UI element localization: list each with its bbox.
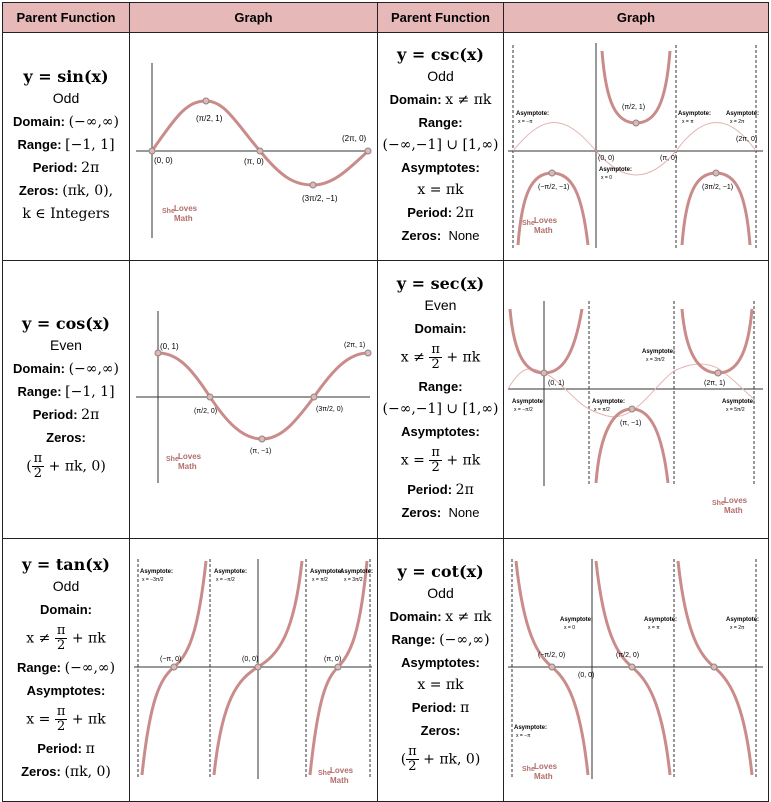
cot-parity: Odd xyxy=(427,584,454,601)
cos-domain: (−∞,∞) xyxy=(68,360,120,377)
sec-asym-value-2: x = π/2 xyxy=(594,407,610,413)
csc-graph xyxy=(504,33,767,255)
tan-asym-word-3: Asymptote: xyxy=(310,569,344,575)
csc-zeros-label: Zeros: xyxy=(401,228,442,243)
sin-domain-label: Domain: xyxy=(12,113,65,129)
tan-point xyxy=(335,664,341,670)
tan-graph-cell xyxy=(130,539,378,802)
watermark-loves: Loves xyxy=(178,452,202,461)
sec-point xyxy=(541,370,547,376)
cot-function-name: y = cot(x) xyxy=(397,561,484,581)
cot-info xyxy=(378,539,504,802)
csc-domain: x ≠ πk xyxy=(445,92,492,108)
csc-curve-up xyxy=(602,51,670,123)
watermark-math: Math xyxy=(178,462,197,471)
cos-zeros: ( $\frac{\pi}{2}$ + πk, 0) xyxy=(26,450,106,481)
cot-asymptotes: x = πk xyxy=(417,676,464,693)
header-parent-function-2: Parent Function xyxy=(378,3,504,33)
csc-point xyxy=(549,170,555,176)
tan-domain-label: Domain: xyxy=(40,602,92,617)
header-graph-2: Graph xyxy=(504,3,769,33)
sin-range: [−1, 1] xyxy=(65,136,115,153)
sec-asym-value-1: x = −π/2 xyxy=(514,407,533,413)
sec-info xyxy=(378,261,504,539)
tan-period-label: Period: xyxy=(37,741,82,756)
tan-asym-value-4: x = 3π/2 xyxy=(344,577,363,583)
cos-period: 2π xyxy=(81,406,100,423)
sin-label-4: (2π, 0) xyxy=(342,134,367,143)
tan-period: π xyxy=(85,741,95,757)
tan-label-0: (−π, 0) xyxy=(160,656,182,663)
tan-asym-value-3: x = π/2 xyxy=(312,577,328,583)
csc-watermark xyxy=(522,216,558,235)
csc-label-pi: (π, 0) xyxy=(660,155,678,162)
csc-function-name: y = csc(x) xyxy=(396,45,484,64)
watermark-loves: Loves xyxy=(534,216,558,225)
cot-asym-word-1: Asymptote: xyxy=(514,725,548,731)
csc-domain-label: Domain: xyxy=(389,92,442,107)
tan-zeros-label: Zeros: xyxy=(21,764,61,779)
csc-label-max: (π/2, 1) xyxy=(622,104,646,111)
tan-graph xyxy=(130,539,376,796)
cot-graph-cell xyxy=(504,539,769,802)
sec-asym-word-2: Asymptote: xyxy=(592,399,626,405)
sec-period: 2π xyxy=(455,482,474,498)
sec-range-label: Range: xyxy=(418,379,463,394)
tan-asymptotes-label: Asymptotes: xyxy=(26,683,106,698)
sin-point xyxy=(365,148,371,154)
watermark-math: Math xyxy=(534,772,553,781)
cot-period-label: Period: xyxy=(411,699,457,715)
sin-period-label: Period: xyxy=(32,159,78,175)
sec-watermark xyxy=(712,496,748,515)
watermark-she: She xyxy=(318,770,331,777)
cos-range-label: Range: xyxy=(17,383,62,399)
sec-curve-up-2 xyxy=(682,309,752,373)
cos-graph xyxy=(130,261,376,533)
csc-range-label: Range: xyxy=(418,115,463,130)
cot-point xyxy=(549,664,555,670)
cot-domain: x ≠ πk xyxy=(445,608,492,625)
sec-asym-word-4: Asymptote: xyxy=(722,399,756,405)
tan-parity: Odd xyxy=(52,578,80,594)
sec-point xyxy=(715,370,721,376)
sin-point xyxy=(149,148,155,154)
csc-period: 2π xyxy=(455,205,474,221)
sin-range-label: Range: xyxy=(17,136,62,152)
cos-zeros-label: Zeros: xyxy=(46,429,86,445)
sin-label-3: (3π/2, −1) xyxy=(302,194,338,203)
sec-graph-cell xyxy=(504,261,769,539)
watermark-math: Math xyxy=(724,506,743,515)
row-tan-cot xyxy=(3,539,769,802)
cos-domain-label: Domain: xyxy=(12,360,65,376)
sin-info xyxy=(3,33,130,261)
sec-asymptotes-label: Asymptotes: xyxy=(401,424,480,439)
csc-label-origin: (0, 0) xyxy=(598,155,615,162)
tan-label-2: (π, 0) xyxy=(324,656,342,663)
cot-asym-value-3: x = π xyxy=(648,625,660,631)
sin-point xyxy=(203,98,209,104)
csc-info xyxy=(378,33,504,261)
sec-asym-value-4: x = 5π/2 xyxy=(726,407,745,413)
sin-label-2: (π, 0) xyxy=(244,157,264,166)
sec-zeros-label: Zeros: xyxy=(401,505,442,520)
csc-asym-value-2: x = 0 xyxy=(601,175,612,181)
csc-point xyxy=(633,120,639,126)
parent-functions-table xyxy=(2,2,769,802)
sin-zeros-label: Zeros: xyxy=(18,182,59,198)
sin-point xyxy=(257,148,263,154)
csc-sine-guide xyxy=(513,123,756,176)
cos-point xyxy=(207,394,213,400)
watermark-math: Math xyxy=(330,776,349,785)
cos-curve xyxy=(158,353,368,439)
cos-graph-cell xyxy=(130,261,378,539)
csc-zeros: None xyxy=(448,228,480,243)
header-row xyxy=(3,3,769,33)
cot-asym-value-1: x = −π xyxy=(516,733,531,739)
sec-label-1: (π, −1) xyxy=(620,420,642,427)
watermark-she: She xyxy=(712,500,725,507)
sec-domain-label: Domain: xyxy=(414,321,467,336)
csc-asymptotes-label: Asymptotes: xyxy=(401,160,480,175)
cos-point xyxy=(259,436,265,442)
cot-asym-word-2: Asymptote: xyxy=(560,617,594,623)
cot-asym-word-4: Asymptote: xyxy=(726,617,760,623)
sin-period: 2π xyxy=(81,159,100,176)
watermark-she: She xyxy=(162,208,175,215)
cos-range: [−1, 1] xyxy=(65,383,115,400)
csc-asym-value-3: x = π xyxy=(682,119,694,125)
cot-graph xyxy=(504,539,767,796)
sec-range: (−∞,−1] ∪ [1,∞) xyxy=(382,401,499,417)
sin-label-0: (0, 0) xyxy=(154,156,173,165)
tan-range-label: Range: xyxy=(16,660,61,675)
watermark-she: She xyxy=(522,766,535,773)
cos-watermark xyxy=(166,452,202,471)
cot-zeros: ( $\frac{\pi}{2}$ + πk, 0) xyxy=(400,743,481,774)
watermark-loves: Loves xyxy=(724,496,748,505)
sec-asym-value-3: x = 3π/2 xyxy=(646,357,665,363)
watermark-loves: Loves xyxy=(330,766,354,775)
csc-asym-value-4: x = 2π xyxy=(730,119,745,125)
watermark-she: She xyxy=(522,220,535,227)
cos-function-name: y = cos(x) xyxy=(22,313,110,333)
tan-function-name: y = tan(x) xyxy=(22,555,110,574)
cot-zeros-label: Zeros: xyxy=(420,722,461,738)
csc-asym-word-1: Asymptote: xyxy=(516,111,550,117)
cot-point xyxy=(629,664,635,670)
tan-zeros: (πk, 0) xyxy=(64,764,111,780)
sec-label-2: (2π, 1) xyxy=(704,380,726,387)
sin-domain: (−∞,∞) xyxy=(68,113,120,130)
csc-asymptotes: x = πk xyxy=(417,182,464,198)
header-parent-function-1: Parent Function xyxy=(3,3,130,33)
sec-parity: Even xyxy=(424,297,457,313)
watermark-loves: Loves xyxy=(174,204,198,213)
sec-period-label: Period: xyxy=(407,482,453,497)
cot-label-1: (0, 0) xyxy=(578,672,595,679)
watermark-math: Math xyxy=(174,214,193,223)
watermark-she: She xyxy=(166,456,179,463)
csc-parity: Odd xyxy=(427,68,454,84)
csc-label-min-2: (3π/2, −1) xyxy=(702,184,734,191)
cos-info xyxy=(3,261,130,539)
cot-period: π xyxy=(460,699,470,716)
csc-label-min-1: (−π/2, −1) xyxy=(538,184,570,191)
tan-watermark xyxy=(318,766,354,785)
sin-function-name: y = sin(x) xyxy=(23,66,109,86)
sin-graph xyxy=(130,33,376,255)
cot-range-label: Range: xyxy=(391,631,436,647)
csc-period-label: Period: xyxy=(407,205,453,220)
sin-curve xyxy=(152,101,368,185)
cot-asym-value-4: x = 2π xyxy=(730,625,745,631)
cot-point xyxy=(711,664,717,670)
tan-asym-word-2: Asymptote: xyxy=(214,569,248,575)
tan-domain: x ≠ $\frac{\pi}{2}$ + πk xyxy=(26,623,106,653)
sin-parity: Odd xyxy=(52,89,80,106)
sec-graph xyxy=(504,261,767,533)
header-graph-1: Graph xyxy=(130,3,378,33)
sec-domain: x ≠ $\frac{\pi}{2}$ + πk xyxy=(400,342,481,372)
sin-zeros: (πk, 0), xyxy=(62,182,114,199)
tan-label-1: (0, 0) xyxy=(242,656,259,663)
sec-asym-word-3: Asymptote: xyxy=(642,349,676,355)
cos-parity: Even xyxy=(50,336,82,353)
csc-range: (−∞,−1] ∪ [1,∞) xyxy=(382,137,499,153)
sec-asymptotes: x = $\frac{\pi}{2}$ + πk xyxy=(400,445,481,475)
sec-zeros: None xyxy=(448,505,480,520)
cos-point xyxy=(365,350,371,356)
csc-point xyxy=(713,170,719,176)
cos-period-label: Period: xyxy=(32,406,78,422)
csc-asym-word-4: Asymptote: xyxy=(726,111,760,117)
sec-function-name: y = sec(x) xyxy=(396,274,485,293)
cos-label-1: (π/2, 0) xyxy=(194,408,218,415)
watermark-math: Math xyxy=(534,226,553,235)
sin-zeros-condition: k ∈ Integers xyxy=(22,205,110,222)
tan-asym-value-1: x = −3π/2 xyxy=(142,577,164,583)
cot-label-0: (−π/2, 0) xyxy=(538,652,566,659)
sin-watermark xyxy=(162,204,198,223)
cot-label-2: (π/2, 0) xyxy=(616,652,640,659)
cos-label-3: (3π/2, 0) xyxy=(316,406,344,413)
tan-range: (−∞,∞) xyxy=(64,660,116,676)
csc-asym-word-3: Asymptote: xyxy=(678,111,712,117)
tan-info xyxy=(3,539,130,802)
sin-point xyxy=(310,182,316,188)
watermark-loves: Loves xyxy=(534,762,558,771)
cot-domain-label: Domain: xyxy=(389,608,442,624)
csc-asym-value-1: x = −π xyxy=(518,119,533,125)
cot-range: (−∞,∞) xyxy=(439,631,490,648)
csc-graph-cell xyxy=(504,33,769,261)
csc-label-2pi: (2π, 0) xyxy=(736,136,758,143)
sin-label-1: (π/2, 1) xyxy=(196,114,223,123)
tan-asym-value-2: x = −π/2 xyxy=(216,577,235,583)
tan-asym-word-1: Asymptote: xyxy=(140,569,174,575)
cos-label-4: (2π, 1) xyxy=(344,342,366,349)
row-cos-sec xyxy=(3,261,769,539)
row-sin-csc xyxy=(3,33,769,261)
tan-point xyxy=(171,664,177,670)
sec-label-0: (0, 1) xyxy=(548,380,565,387)
cot-watermark xyxy=(522,762,558,781)
sin-graph-cell xyxy=(130,33,378,261)
cos-label-2: (π, −1) xyxy=(250,448,272,455)
csc-asym-word-2: Asymptote: xyxy=(599,167,633,173)
tan-point xyxy=(255,664,261,670)
sec-curve-up-1 xyxy=(510,309,582,373)
cot-asym-word-3: Asymptote: xyxy=(644,617,678,623)
tan-asym-word-4: Asymptote: xyxy=(340,569,374,575)
tan-asymptotes: x = $\frac{\pi}{2}$ + πk xyxy=(26,704,106,734)
cos-point xyxy=(311,394,317,400)
sec-asym-word-1: Asymptote: xyxy=(512,399,546,405)
cot-asym-value-2: x = 0 xyxy=(564,625,575,631)
cos-label-0: (0, 1) xyxy=(160,342,179,351)
sec-point xyxy=(629,406,635,412)
cot-asymptotes-label: Asymptotes: xyxy=(401,654,480,670)
